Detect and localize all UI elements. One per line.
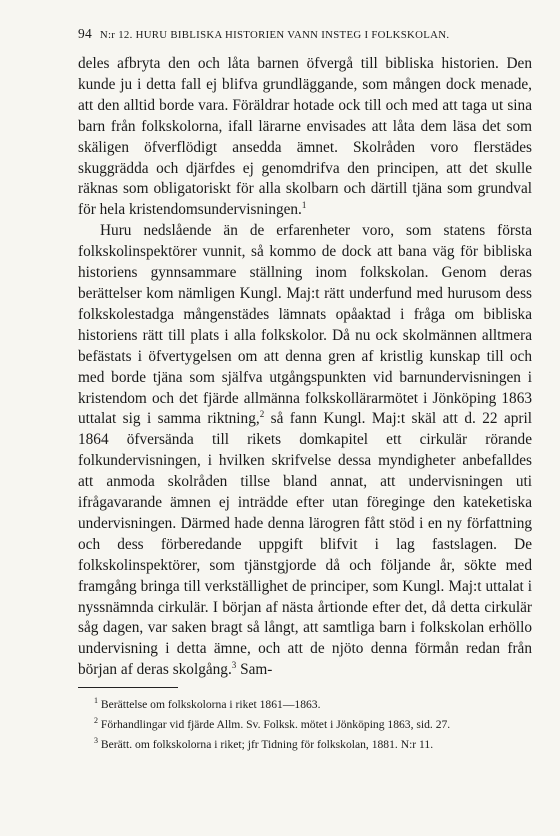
- paragraph-1: [78, 54, 532, 221]
- paragraph-2-text-b: så fann Kungl. Maj:t skäl att d. 22 april 1864 öfversända till rikets domkapitel ett cirkulär rörande folkundervisningen, i hvilken skrifvelse dessa myndigheter anbefalldes att anmoda skolråden tillse bland annat, att undervisningen uti ifrågavarande ämnen ej inträdde efter utan föreginge den kateketiska undervisningen. Därmed hade denna lärogren fått stöd i en ny författning och dess förberedande uppgift blifvit i lag fastslagen. De folkskolinspektörer, som tjänstgjorde då och följande år, sökte med framgång bringa till verkställighet de principer, som Kungl. Maj:t uttalat i nyssnämnda cirkulär. I början af nästa årtionde efter det, då detta cirkulär såg dagen, var saken bragt så långt, att samtliga barn i folkskolan erhöllo undervisning i detta ämne, och att de njöto denna förmån redan från början af deras skolgång.: [78, 410, 533, 679]
- footnote-ref-1[interactable]: 1: [301, 200, 307, 211]
- footnote-1: [78, 693, 532, 713]
- footnote-text: Berättelse om folkskolorna i riket 1861—1863.: [98, 698, 321, 712]
- body-text: [78, 54, 532, 681]
- footnote-text: Förhandlingar vid fjärde Allm. Sv. Folksk. mötet i Jönköping 1863, sid. 27.: [98, 717, 451, 731]
- paragraph-1-text: deles afbryta den och låta barnen öfvergå till bibliska historien. Den kunde ju i detta fall ej blifva grundläggande, som mången dock menade, att den alltid borde vara. Föräldrar hotade ock till och med att taga ut sina barn från folkskolorna, ifall lärarne envisades att låta dem läsa det som skäligen öfverflödigt ansedda ämnet. Skolråden voro flerstädes skuggrädda och djärfdes ej genomdrifva den principen, att det skulle räknas som obligatoriskt för alla skolbarn och därtill tjäna som grundval för hela kristendomsundervisningen.: [78, 55, 532, 219]
- footnote-number: 1: [94, 696, 98, 706]
- footnote-3: [78, 733, 532, 753]
- footnote-text: Berätt. om folkskolorna i riket; jfr Tidning för folkskolan, 1881. N:r 11.: [98, 737, 434, 751]
- footnote-number: 3: [94, 735, 98, 745]
- footnote-ref-2[interactable]: 2: [259, 409, 265, 420]
- footnotes: [78, 693, 532, 753]
- paragraph-2-text-c: Sam-: [236, 661, 273, 679]
- running-header: [78, 26, 532, 42]
- footnote-divider: [78, 687, 178, 688]
- paragraph-2-text-a: Huru nedslående än de erfarenheter voro, som statens första folkskolinspektörer vunnit, så kommo de dock att bana väg för bibliska historiens gynnsammare ställning inom folkskolan. Genom deras berättelser kom nämligen Kungl. Maj:t rätt underfund med hurusom dess folkskolestadga mångenstädes lämnats opåaktad i fråga om bibliska historiens rätt till plats i alla folkskolor. Då nu ock skolmännen alltmera befästats i öfvertygelsen om att denna gren af kristlig kunskap till och med borde tjäna som själfva utgångspunkten vid barnundervisningen i kristendom och det fjärde allmänna folkskollärarmötet i Jönköping 1863 uttalat sig i samma riktning,: [78, 222, 532, 428]
- running-title: N:r 12. HURU BIBLISKA HISTORIEN VANN INSTEG I FOLKSKOLAN.: [99, 29, 450, 41]
- page-number: 94: [78, 26, 92, 41]
- footnote-2: [78, 713, 532, 733]
- paragraph-2: [78, 221, 532, 681]
- footnote-number: 2: [94, 716, 98, 726]
- footnote-ref-3[interactable]: 3: [231, 660, 237, 671]
